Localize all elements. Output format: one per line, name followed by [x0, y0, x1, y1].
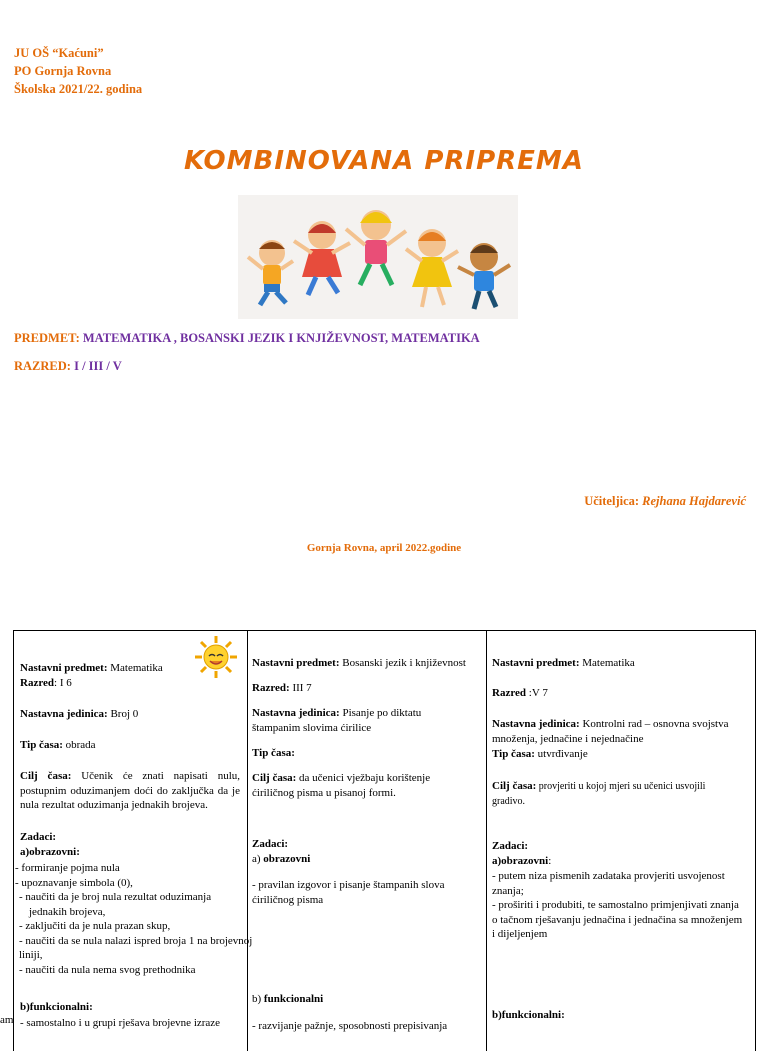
- edu-heading: a) obrazovni: [252, 853, 311, 865]
- unit-row: Nastavna jedinica: Pisanje po diktatu štampanim slovima ćirilice: [252, 707, 422, 734]
- list-item: - formiranje pojma nula: [15, 862, 120, 874]
- place-date: Gornja Rovna, april 2022.godine: [306, 542, 462, 554]
- list-item: jednakih brojeva,: [29, 905, 106, 918]
- func-item: - samostalno i u grupi rješava brojevne izraze: [20, 1017, 221, 1029]
- edu-heading: a)obrazovni:: [492, 855, 552, 867]
- school-branch: PO Gornja Rovna: [14, 64, 112, 78]
- list-item: - zaključiti da je nula prazan skup,: [19, 920, 171, 932]
- edu-list: [15, 861, 275, 977]
- edu-heading: a)obrazovni:: [20, 846, 80, 858]
- goal-row: Cilj časa: da učenici vježbaju korištenje ćiriličnog pisma u pisanoj formi.: [252, 772, 431, 799]
- lesson-plan-table: [13, 630, 756, 1051]
- children-illustration: [238, 195, 518, 319]
- list-item: liniji,: [19, 949, 43, 961]
- type-row: Tip časa: utvrđivanje: [492, 748, 588, 760]
- grade-value: I / III / V: [74, 359, 122, 373]
- edu-item: - pravilan izgovor i pisanje štampanih slova ćiriličnog pisma: [252, 879, 445, 906]
- teacher-line: [584, 494, 746, 509]
- list-item: - naučiti da je broj nula rezultat oduzimanja: [19, 891, 212, 903]
- grade-row: Razred: III 7: [252, 682, 312, 694]
- plan-column-bosnian-iii: [248, 631, 487, 1051]
- subject-row: Nastavni predmet: Bosanski jezik i književnost: [252, 657, 466, 669]
- goal-row: Cilj časa: provjeriti u kojoj mjeri su učenici usvojili gradivo.: [492, 780, 706, 807]
- teacher-label: Učiteljica:: [584, 494, 640, 508]
- sun-icon: [194, 635, 238, 679]
- unit-row: Nastavna jedinica: Broj 0: [20, 708, 139, 720]
- grade-line: [14, 359, 122, 374]
- plan-column-math-i: [14, 631, 253, 1051]
- type-row: Tip časa:: [252, 747, 295, 759]
- list-item: - proširiti i produbiti, te samostalno primjenjivati znanja o tačnom rješavanju jednačina i jednačina sa množenjem i dijeljenjem: [492, 899, 743, 940]
- subject-label: PREDMET:: [14, 331, 80, 345]
- subject-row: Nastavni predmet: Matematika: [20, 662, 163, 674]
- type-row: Tip časa: obrada: [20, 739, 96, 751]
- edu-list: [492, 869, 744, 942]
- goal-row: Cilj časa: Učenik će znati napisati nulu, postupnim oduzimanjem doći do zaključka da je nula rezultat oduzimanja jednakih brojeva.: [20, 770, 240, 811]
- grade-label: RAZRED:: [14, 359, 71, 373]
- unit-row: Nastavna jedinica: Kontrolni rad – osnovna svojstva množenja, jednačine i nejednačine: [492, 718, 729, 745]
- list-item: - putem niza pismenih zadataka provjeriti usvojenost znanja;: [492, 870, 725, 897]
- school-year: Školska 2021/22. godina: [14, 82, 143, 96]
- func-heading: b) funkcionalni: [252, 993, 324, 1005]
- school-header: [14, 44, 142, 98]
- list-item: - naučiti da se nula nalazi ispred broja 1 na brojevnoj: [19, 934, 253, 947]
- subject-line: [14, 331, 480, 346]
- margin-fragment: am: [0, 1014, 14, 1026]
- school-name: JU OŠ “Kaćuni”: [14, 46, 104, 60]
- grade-row: Razred: I 6: [20, 677, 72, 689]
- func-heading: b)funkcionalni:: [20, 1001, 93, 1013]
- subject-value: MATEMATIKA , BOSANSKI JEZIK I KNJIŽEVNOST, MATEMATIKA: [82, 331, 480, 345]
- teacher-name: Rejhana Hajdarević: [642, 494, 746, 508]
- tasks-heading: Zadaci:: [252, 838, 289, 850]
- func-heading: b)funkcionalni:: [492, 1009, 565, 1021]
- document-title: KOMBINOVANA PRIPREMA: [184, 146, 584, 176]
- list-item: - upoznavanje simbola (0),: [15, 876, 133, 889]
- plan-column-math-v: [487, 631, 755, 1051]
- tasks-heading: Zadaci:: [492, 840, 529, 852]
- tasks-heading: Zadaci:: [20, 831, 57, 843]
- grade-row: Razred :V 7: [492, 687, 548, 699]
- list-item: - naučiti da nula nema svog prethodnika: [19, 963, 196, 976]
- subject-row: Nastavni predmet: Matematika: [492, 657, 635, 669]
- func-item: - razvijanje pažnje, sposobnosti prepisivanja: [252, 1020, 448, 1032]
